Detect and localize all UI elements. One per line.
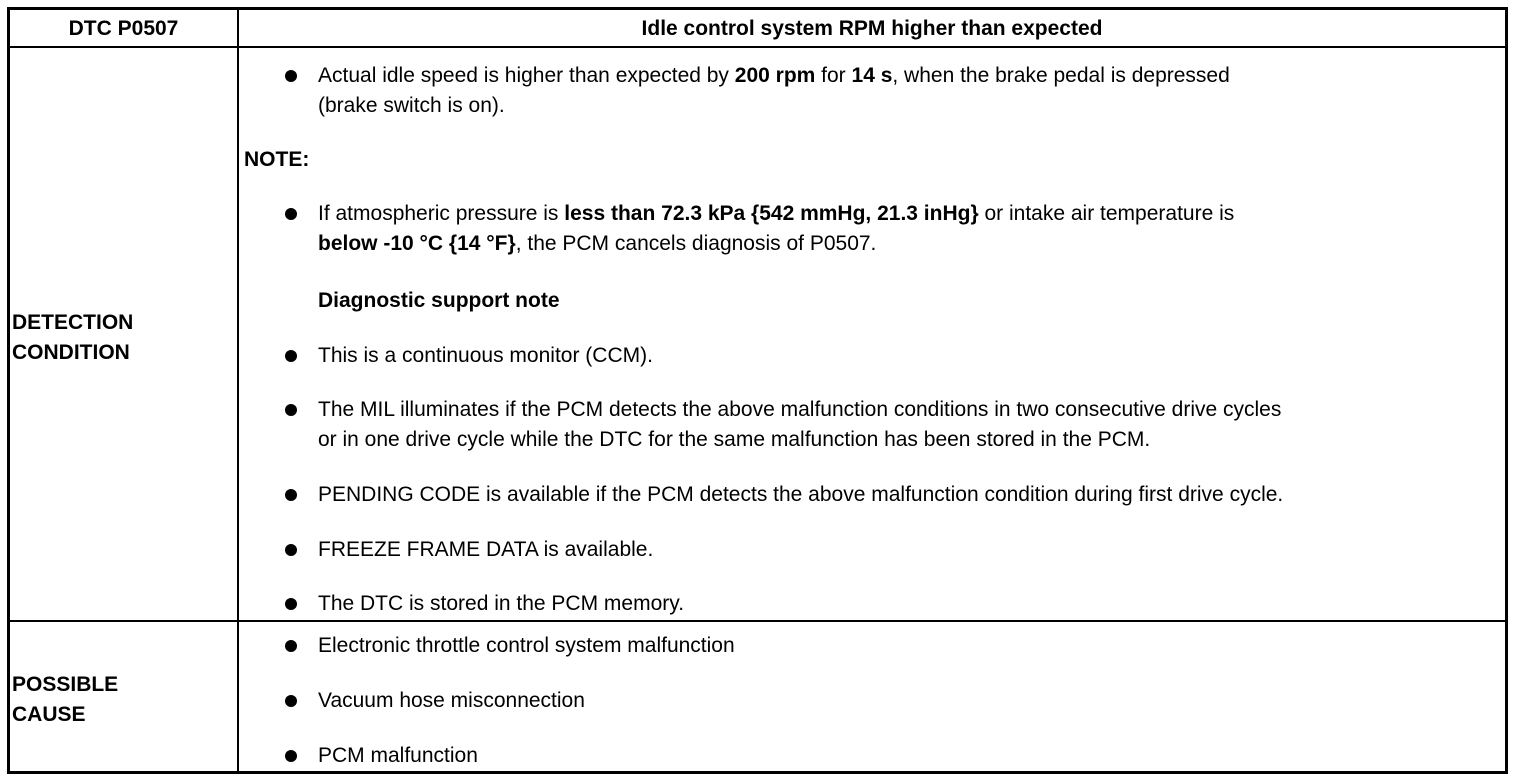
- cause-item: Vacuum hose misconnection: [318, 689, 585, 712]
- header-row-divider: [10, 46, 1505, 48]
- support-item-mil: The MIL illuminates if the PCM detects the above malfunction conditions in two consecutive drive cycles or in one drive cycle while the DTC for the same malfunction has been stored in the PCM.: [318, 398, 1282, 451]
- bullet-icon: [285, 640, 297, 652]
- dtc-table: [7, 7, 1508, 774]
- note-label: NOTE:: [244, 148, 310, 171]
- cause-item: Electronic throttle control system malfunction: [318, 634, 735, 657]
- cause-item: PCM malfunction: [318, 744, 478, 767]
- support-item-pending-code: PENDING CODE is available if the PCM detects the above malfunction condition during first drive cycle.: [318, 483, 1284, 506]
- bullet-icon: [285, 695, 297, 707]
- column-divider: [237, 10, 239, 771]
- support-item-ccm: This is a continuous monitor (CCM).: [318, 344, 653, 367]
- bullet-icon: [285, 208, 297, 220]
- bullet-icon: [285, 489, 297, 501]
- bullet-icon: [285, 70, 297, 82]
- bullet-icon: [285, 350, 297, 362]
- bullet-icon: [285, 750, 297, 762]
- bullet-icon: [285, 404, 297, 416]
- note-item-pressure: If atmospheric pressure is less than 72.3 kPa {542 mmHg, 21.3 inHg} or intake air temperature is below -10 °C {14 °F}, the PCM cancels diagnosis of P0507.: [318, 202, 1235, 255]
- diagnostic-support-heading: Diagnostic support note: [318, 289, 560, 312]
- support-item-freeze-frame: FREEZE FRAME DATA is available.: [318, 538, 654, 561]
- bullet-icon: [285, 598, 297, 610]
- detection-item-idle-speed: Actual idle speed is higher than expected by 200 rpm for 14 s, when the brake pedal is depressed (brake switch is on).: [318, 64, 1230, 117]
- support-item-stored: The DTC is stored in the PCM memory.: [318, 592, 685, 615]
- possible-cause-label: POSSIBLE CAUSE: [12, 673, 119, 726]
- dtc-title-header: Idle control system RPM higher than expected: [641, 17, 1103, 40]
- dtc-code-header: DTC P0507: [68, 17, 179, 40]
- detection-condition-label: DETECTION CONDITION: [12, 311, 134, 364]
- cause-row-divider: [10, 620, 1505, 622]
- bullet-icon: [285, 544, 297, 556]
